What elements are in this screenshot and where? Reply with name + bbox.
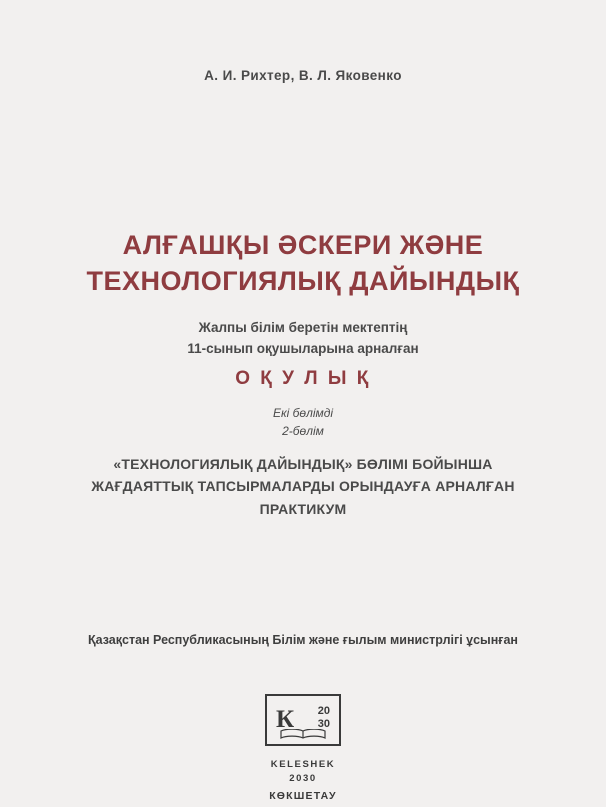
authors-line: А. И. Рихтер, В. Л. Яковенко: [204, 68, 402, 83]
publisher-logo-block: [0, 694, 606, 802]
part-line-1: Екі бөлімді: [272, 406, 334, 420]
main-title-line-1: АЛҒАШҚЫ ӘСКЕРИ ЖӘНЕ: [122, 230, 484, 260]
practicum-line-3: ПРАКТИКУМ: [259, 500, 347, 517]
main-title-line-2: ТЕХНОЛОГИЯЛЫҚ ДАЙЫНДЫҚ: [86, 265, 520, 296]
practicum-line-1: «ТЕХНОЛОГИЯЛЫҚ ДАЙЫНДЫҚ» БӨЛІМІ БОЙЫНША: [113, 456, 493, 472]
publisher-logo-icon: [265, 694, 341, 746]
main-title: [0, 228, 606, 299]
part-info: [0, 404, 606, 440]
subtitle-line-2: 11-сынып оқушыларына арналған: [187, 340, 419, 356]
logo-year-bottom: 30: [317, 717, 330, 730]
subtitle-line-1: Жалпы білім беретін мектептің: [198, 320, 408, 335]
book-type-label: О Қ У Л Ы Қ: [235, 368, 371, 389]
ministry-approval-note: Қазақстан Республикасының Білім және ғылым министрлігі ұсынған: [88, 633, 518, 647]
open-book-icon: [280, 729, 326, 739]
logo-year-top: 20: [317, 705, 330, 717]
practicum-line-2: ЖАҒДАЯТТЫҚ ТАПСЫРМАЛАРДЫ ОРЫНДАУҒА АРНАЛҒАН: [91, 478, 515, 495]
publisher-caption: [0, 758, 606, 786]
publisher-city: КӨКШЕТАУ: [269, 789, 337, 802]
logo-year: [318, 705, 330, 730]
logo-letter: К: [276, 706, 295, 733]
publisher-year: 2030: [289, 772, 317, 784]
publisher-name: KELESHEK: [270, 759, 336, 770]
practicum-description: [0, 453, 606, 520]
part-line-2: 2-бөлім: [282, 424, 324, 438]
subtitle: [0, 318, 606, 360]
